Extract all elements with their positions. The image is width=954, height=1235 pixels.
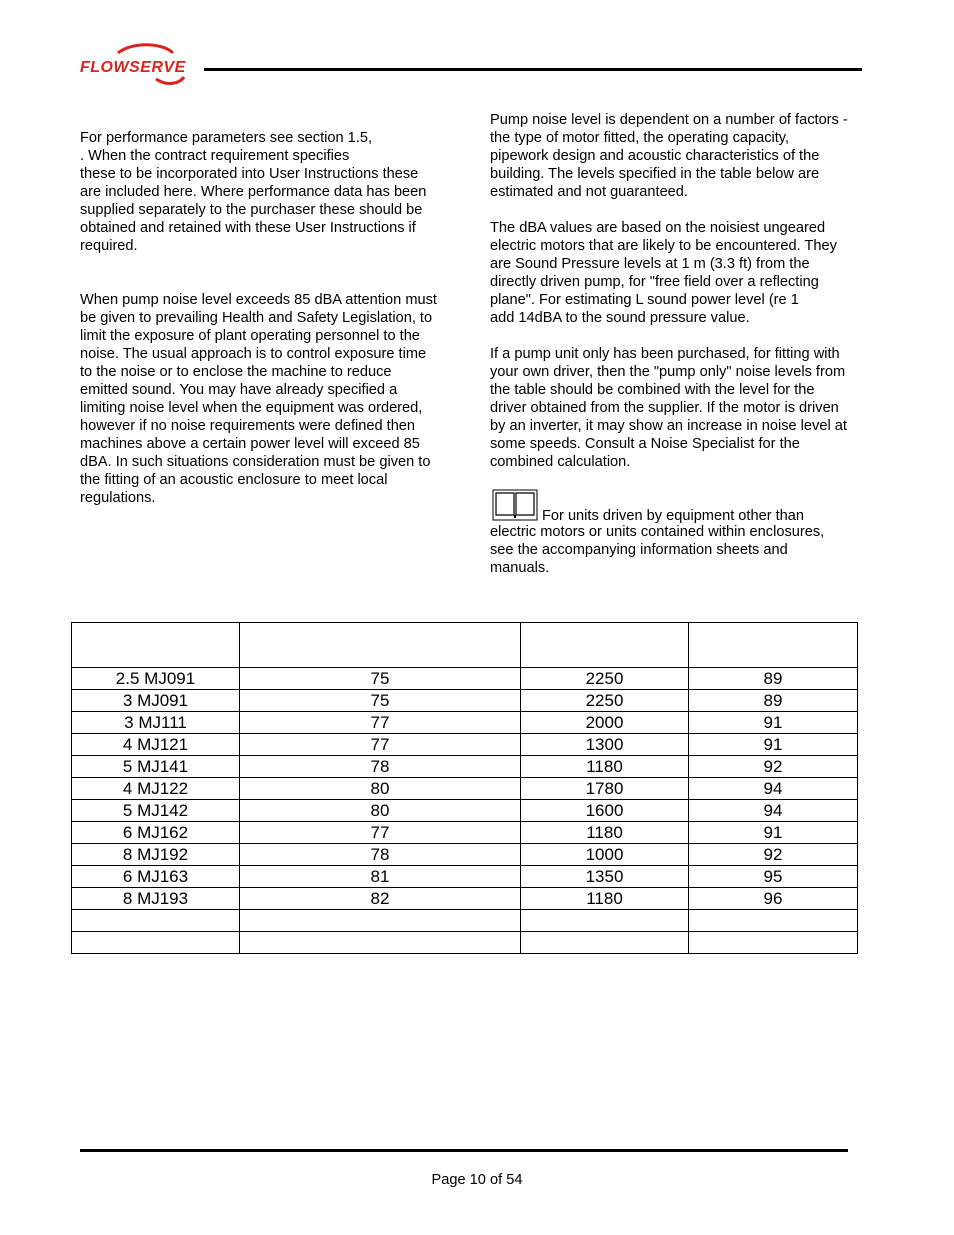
table-row [72,756,858,778]
table-row-empty [72,932,858,954]
table-cell: 8 MJ192 [72,844,240,866]
note-first-line: For units driven by equipment other than [542,508,805,524]
table-row [72,712,858,734]
note-rest: electric motors or units contained within enclosures, see the accompanying information sheets and manuals. [490,524,825,576]
table-cell: 92 [689,844,858,866]
right-column [490,111,880,577]
table-cell: 91 [689,734,858,756]
table-cell: 1600 [521,800,689,822]
table-cell: 1300 [521,734,689,756]
table-cell: 77 [240,712,521,734]
table-row [72,734,858,756]
table-cell: 89 [689,690,858,712]
table-cell: 1180 [521,756,689,778]
note-line [490,489,880,523]
table-cell: 91 [689,822,858,844]
table-cell: 4 MJ121 [72,734,240,756]
table-cell: 3 MJ111 [72,712,240,734]
table-cell: 2000 [521,712,689,734]
table-cell: 81 [240,866,521,888]
table-cell [240,932,521,954]
table-cell: 1180 [521,822,689,844]
flowserve-logo [78,43,198,89]
table-cell: 80 [240,800,521,822]
table-row [72,668,858,690]
logo-wordmark: FLOWSERVE [80,59,186,76]
table-cell: 75 [240,690,521,712]
table-row [72,822,858,844]
table-row [72,800,858,822]
table-row [72,844,858,866]
table-body [72,668,858,954]
table-cell: 82 [240,888,521,910]
table-cell: 95 [689,866,858,888]
header-cell [72,623,240,668]
table-row [72,690,858,712]
table-cell: 89 [689,668,858,690]
performance-paragraph: For performance parameters see section 1.5, . When the contract requirement specifies these to be incorporated into User Instructions these are included here. Where performance data has been supplied separately to the purchaser these should be obtained and retained with these User Instructions if required. [80,130,427,254]
table-cell [72,910,240,932]
table-cell: 8 MJ193 [72,888,240,910]
table-cell: 2.5 MJ091 [72,668,240,690]
table-row-empty [72,910,858,932]
table-cell: 4 MJ122 [72,778,240,800]
left-column [80,129,468,507]
header-cell [521,623,689,668]
table-cell [521,932,689,954]
header-rule [204,68,862,71]
table-cell [72,932,240,954]
pump-only-paragraph: If a pump unit only has been purchased, for fitting with your own driver, then the "pump only" noise levels from the table should be combined with the level for the driver obtained from the supplier. If the motor is driven by an inverter, it may show an increase in noise level at some speeds. Consult a Noise Specialist for the combined calculation. [490,346,847,470]
table-cell: 6 MJ163 [72,866,240,888]
table-cell [521,910,689,932]
table-cell [240,910,521,932]
table-cell: 1180 [521,888,689,910]
book-icon [492,489,538,521]
table-row [72,778,858,800]
table-cell: 5 MJ141 [72,756,240,778]
table-cell: 2250 [521,690,689,712]
table-cell: 91 [689,712,858,734]
table-row [72,866,858,888]
table-cell: 2250 [521,668,689,690]
table-cell: 94 [689,778,858,800]
table-cell: 78 [240,756,521,778]
header-cell [689,623,858,668]
table-cell: 1780 [521,778,689,800]
header-cell [240,623,521,668]
table-cell: 6 MJ162 [72,822,240,844]
table-cell: 1000 [521,844,689,866]
table-cell: 92 [689,756,858,778]
dba-values-paragraph: The dBA values are based on the noisiest ungeared electric motors that are likely to be encountered. They are Sound Pressure levels at 1 m (3.3 ft) from the directly driven pump, for "free field over a reflecting plane". For estimating L sound power level (re 1 add 14dBA to the sound pressure value. [490,220,837,326]
table-cell [689,932,858,954]
table-cell: 77 [240,734,521,756]
table-cell: 77 [240,822,521,844]
table-cell: 5 MJ142 [72,800,240,822]
table-cell: 78 [240,844,521,866]
table-cell: 1350 [521,866,689,888]
noise-factors-paragraph: Pump noise level is dependent on a number of factors - the type of motor fitted, the operating capacity, pipework design and acoustic characteristics of the building. The levels specified in the table below are estimated and not guaranteed. [490,112,848,200]
table-cell: 80 [240,778,521,800]
table-header-row [72,623,858,668]
noise-exposure-paragraph: When pump noise level exceeds 85 dBA attention must be given to prevailing Health and Safety Legislation, to limit the exposure of plant operating personnel to the noise. The usual approach is to control exposure time to the noise or to enclose the machine to reduce emitted sound. You may have already specified a limiting noise level when the equipment was ordered, however if no noise requirements were defined then machines above a certain power level will exceed 85 dBA. In such situations consideration must be given to the fitting of an acoustic enclosure to meet local regulations. [80,292,437,506]
page-number: Page 10 of 54 [431,1172,523,1188]
table-row [72,888,858,910]
table-cell: 75 [240,668,521,690]
table-cell: 94 [689,800,858,822]
footer-rule [80,1149,848,1152]
table-cell: 96 [689,888,858,910]
noise-level-table [71,622,858,954]
table-cell: 3 MJ091 [72,690,240,712]
table-cell [689,910,858,932]
